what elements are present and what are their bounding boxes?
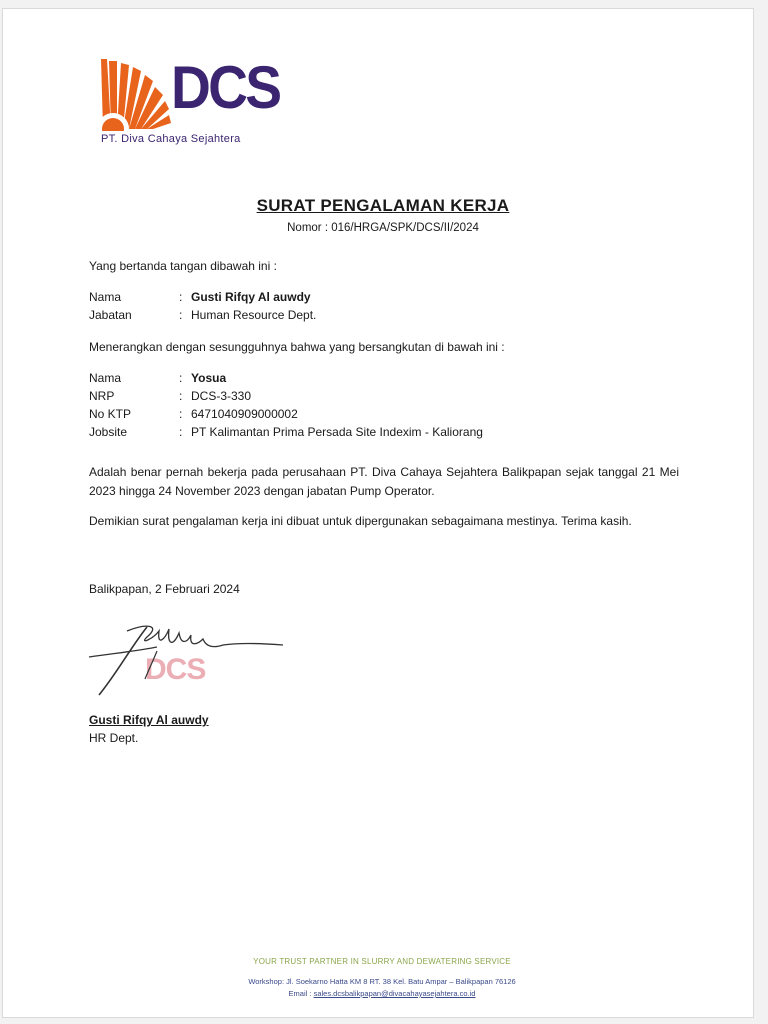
separator: : [179,308,183,322]
employee-name-label: Nama [89,371,122,385]
employee-name-row [89,369,226,387]
separator: : [179,290,183,304]
document-title: SURAT PENGALAMAN KERJA [256,196,510,215]
signer-title: HR Dept. [89,731,139,745]
issuer-name-label: Nama [89,290,122,304]
company-logo [99,54,280,149]
place-date: Balikpapan, 2 Februari 2024 [89,582,240,596]
closing-paragraph: Demikian surat pengalaman kerja ini dibuat untuk dipergunakan sebagaimana mestinya. Terima kasih. [89,514,632,528]
footer-email-label: Email : [288,989,312,998]
footer-email-line [3,989,761,998]
issuer-name-value: Gusti Rifqy Al auwdy [191,290,311,304]
employee-jobsite-label: Jobsite [89,425,128,439]
separator: : [179,371,183,385]
employee-ktp-row [89,405,298,423]
issuer-position-row [89,306,316,324]
employee-name-value: Yosua [191,371,227,385]
footer-email-link[interactable]: sales.dcsbalikpapan@divacahayasejahtera.co.id [313,989,476,998]
handwritten-signature-icon [87,617,287,701]
issuer-position-value: Human Resource Dept. [191,308,317,322]
logo-brand-text: DCS [171,54,280,121]
employee-nrp-label: NRP [89,389,115,403]
signature [87,617,287,701]
employee-ktp-label: No KTP [89,407,132,421]
employee-nrp-value: DCS-3-330 [191,389,252,403]
logo-company-name: PT. Diva Cahaya Sejahtera [101,133,241,145]
signer-name: Gusti Rifqy Al auwdy [89,713,209,727]
issuer-position-label: Jabatan [89,308,132,322]
sun-logo-icon [99,59,171,131]
separator: : [179,389,183,403]
statement-text: Menerangkan dengan sesungguhnya bahwa yang bersangkutan di bawah ini : [89,340,505,354]
footer-address: Workshop: Jl. Soekarno Hatta KM 8 RT. 38 Kel. Batu Ampar – Balikpapan 76126 [248,977,516,986]
footer-tagline: YOUR TRUST PARTNER IN SLURRY AND DEWATERING SERVICE [253,957,511,966]
employee-ktp-value: 6471040909000002 [191,407,298,421]
intro-text: Yang bertanda tangan dibawah ini : [89,259,277,273]
company-stamp: DCS [145,653,206,686]
separator: : [179,425,183,439]
employee-jobsite-row [89,423,483,441]
issuer-name-row [89,288,311,306]
employee-nrp-row [89,387,251,405]
letter-page [2,8,754,1018]
separator: : [179,407,183,421]
employment-paragraph: Adalah benar pernah bekerja pada perusahaan PT. Diva Cahaya Sejahtera Balikpapan sejak tanggal 21 Mei 2023 hingga 24 November 2023 dengan jabatan Pump Operator. [89,465,679,498]
document-number: Nomor : 016/HRGA/SPK/DCS/II/2024 [287,222,479,234]
employee-jobsite-value: PT Kalimantan Prima Persada Site Indexim - Kaliorang [191,425,483,439]
